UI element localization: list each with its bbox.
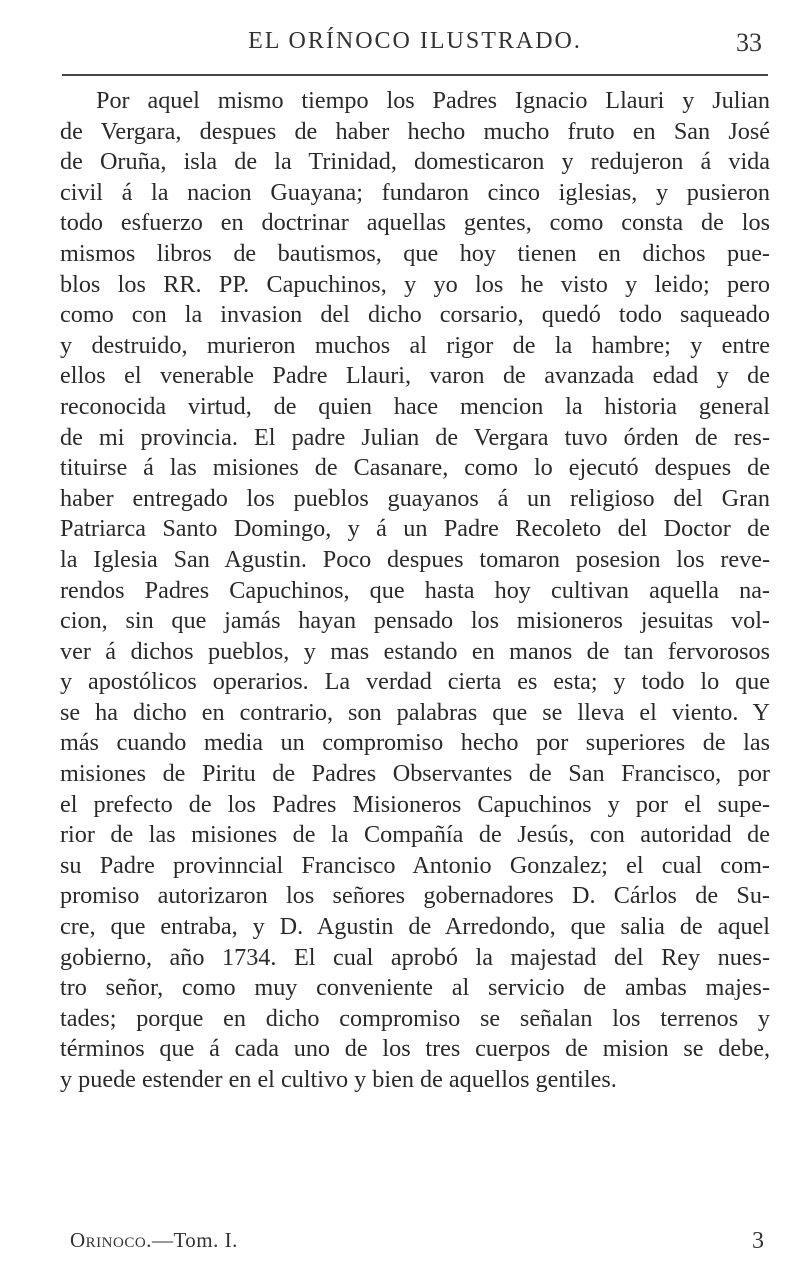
text-line: Patriarca Santo Domingo, y á un Padre Recoleto del Doctor de (60, 515, 770, 543)
body-text (60, 86, 770, 1096)
running-header (60, 28, 770, 64)
text-line: de mi provincia. El padre Julian de Vergara tuvo órden de res- (60, 423, 770, 451)
text-line: rendos Padres Capuchinos, que hasta hoy cultivan aquella na- (60, 576, 770, 604)
text-line: de Oruña, isla de la Trinidad, domesticaron y redujeron á vida (60, 148, 770, 176)
text-line: ellos el venerable Padre Llauri, varon de avanzada edad y de (60, 362, 770, 390)
text-line: gobierno, año 1734. El cual aprobó la majestad del Rey nues- (60, 943, 770, 971)
text-line: haber entregado los pueblos guayanos á un religioso del Gran (60, 484, 770, 512)
text-line: y destruido, murieron muchos al rigor de la hambre; y entre (60, 331, 770, 359)
signature-mark (70, 1228, 238, 1253)
footer (70, 1228, 770, 1258)
text-line: cre, que entraba, y D. Agustin de Arredondo, que salia de aquel (60, 913, 770, 941)
text-line: reconocida virtud, de quien hace mencion la historia general (60, 392, 770, 420)
text-line: misiones de Piritu de Padres Observantes de San Francisco, por (60, 760, 770, 788)
signature-initial: O (70, 1228, 86, 1252)
text-line: promiso autorizaron los señores gobernadores D. Cárlos de Su- (60, 882, 770, 910)
text-line: su Padre provinncial Francisco Antonio Gonzalez; el cual com- (60, 851, 770, 879)
text-line: y apostólicos operarios. La verdad cierta es esta; y todo lo que (60, 668, 770, 696)
text-line: la Iglesia San Agustin. Poco despues tomaron posesion los reve- (60, 545, 770, 573)
text-line: términos que á cada uno de los tres cuerpos de mision se debe, (60, 1035, 770, 1063)
text-line: blos los RR. PP. Capuchinos, y yo los he visto y leido; pero (60, 270, 770, 298)
text-line: tituirse á las misiones de Casanare, como lo ejecutó despues de (60, 454, 770, 482)
text-line: se ha dicho en contrario, son palabras que se lleva el viento. Y (60, 698, 770, 726)
text-line: más cuando media un compromiso hecho por superiores de las (60, 729, 770, 757)
signature-smallcaps: rinoco (85, 1228, 147, 1252)
text-line: cion, sin que jamás hayan pensado los misioneros jesuitas vol- (60, 607, 770, 635)
sheet-number: 3 (752, 1228, 764, 1254)
page-number: 33 (736, 28, 762, 57)
header-rule (62, 74, 768, 76)
text-line: mismos libros de bautismos, que hoy tienen en dichos pue- (60, 239, 770, 267)
text-line: como con la invasion del dicho corsario, quedó todo saqueado (60, 301, 770, 329)
text-line: tades; porque en dicho compromiso se señalan los terrenos y (60, 1004, 770, 1032)
text-line: ver á dichos pueblos, y mas estando en manos de tan fervorosos (60, 637, 770, 665)
text-line: tro señor, como muy conveniente al servicio de ambas majes- (60, 974, 770, 1002)
text-line: y puede estender en el cultivo y bien de aquellos gentiles. (60, 1066, 617, 1093)
text-line: de Vergara, despues de haber hecho mucho fruto en San José (60, 117, 770, 145)
signature-tail: .—Tom. I. (146, 1228, 238, 1252)
text-line: rior de las misiones de la Compañía de Jesús, con autoridad de (60, 821, 770, 849)
text-line: todo esfuerzo en doctrinar aquellas gentes, como consta de los (60, 209, 770, 237)
text-line: Por aquel mismo tiempo los Padres Ignacio Llauri y Julian (96, 87, 770, 114)
running-title: EL ORÍNOCO ILUSTRADO. (248, 28, 582, 54)
text-line: el prefecto de los Padres Misioneros Capuchinos y por el supe- (60, 790, 770, 818)
text-line: civil á la nacion Guayana; fundaron cinco iglesias, y pusieron (60, 178, 770, 206)
